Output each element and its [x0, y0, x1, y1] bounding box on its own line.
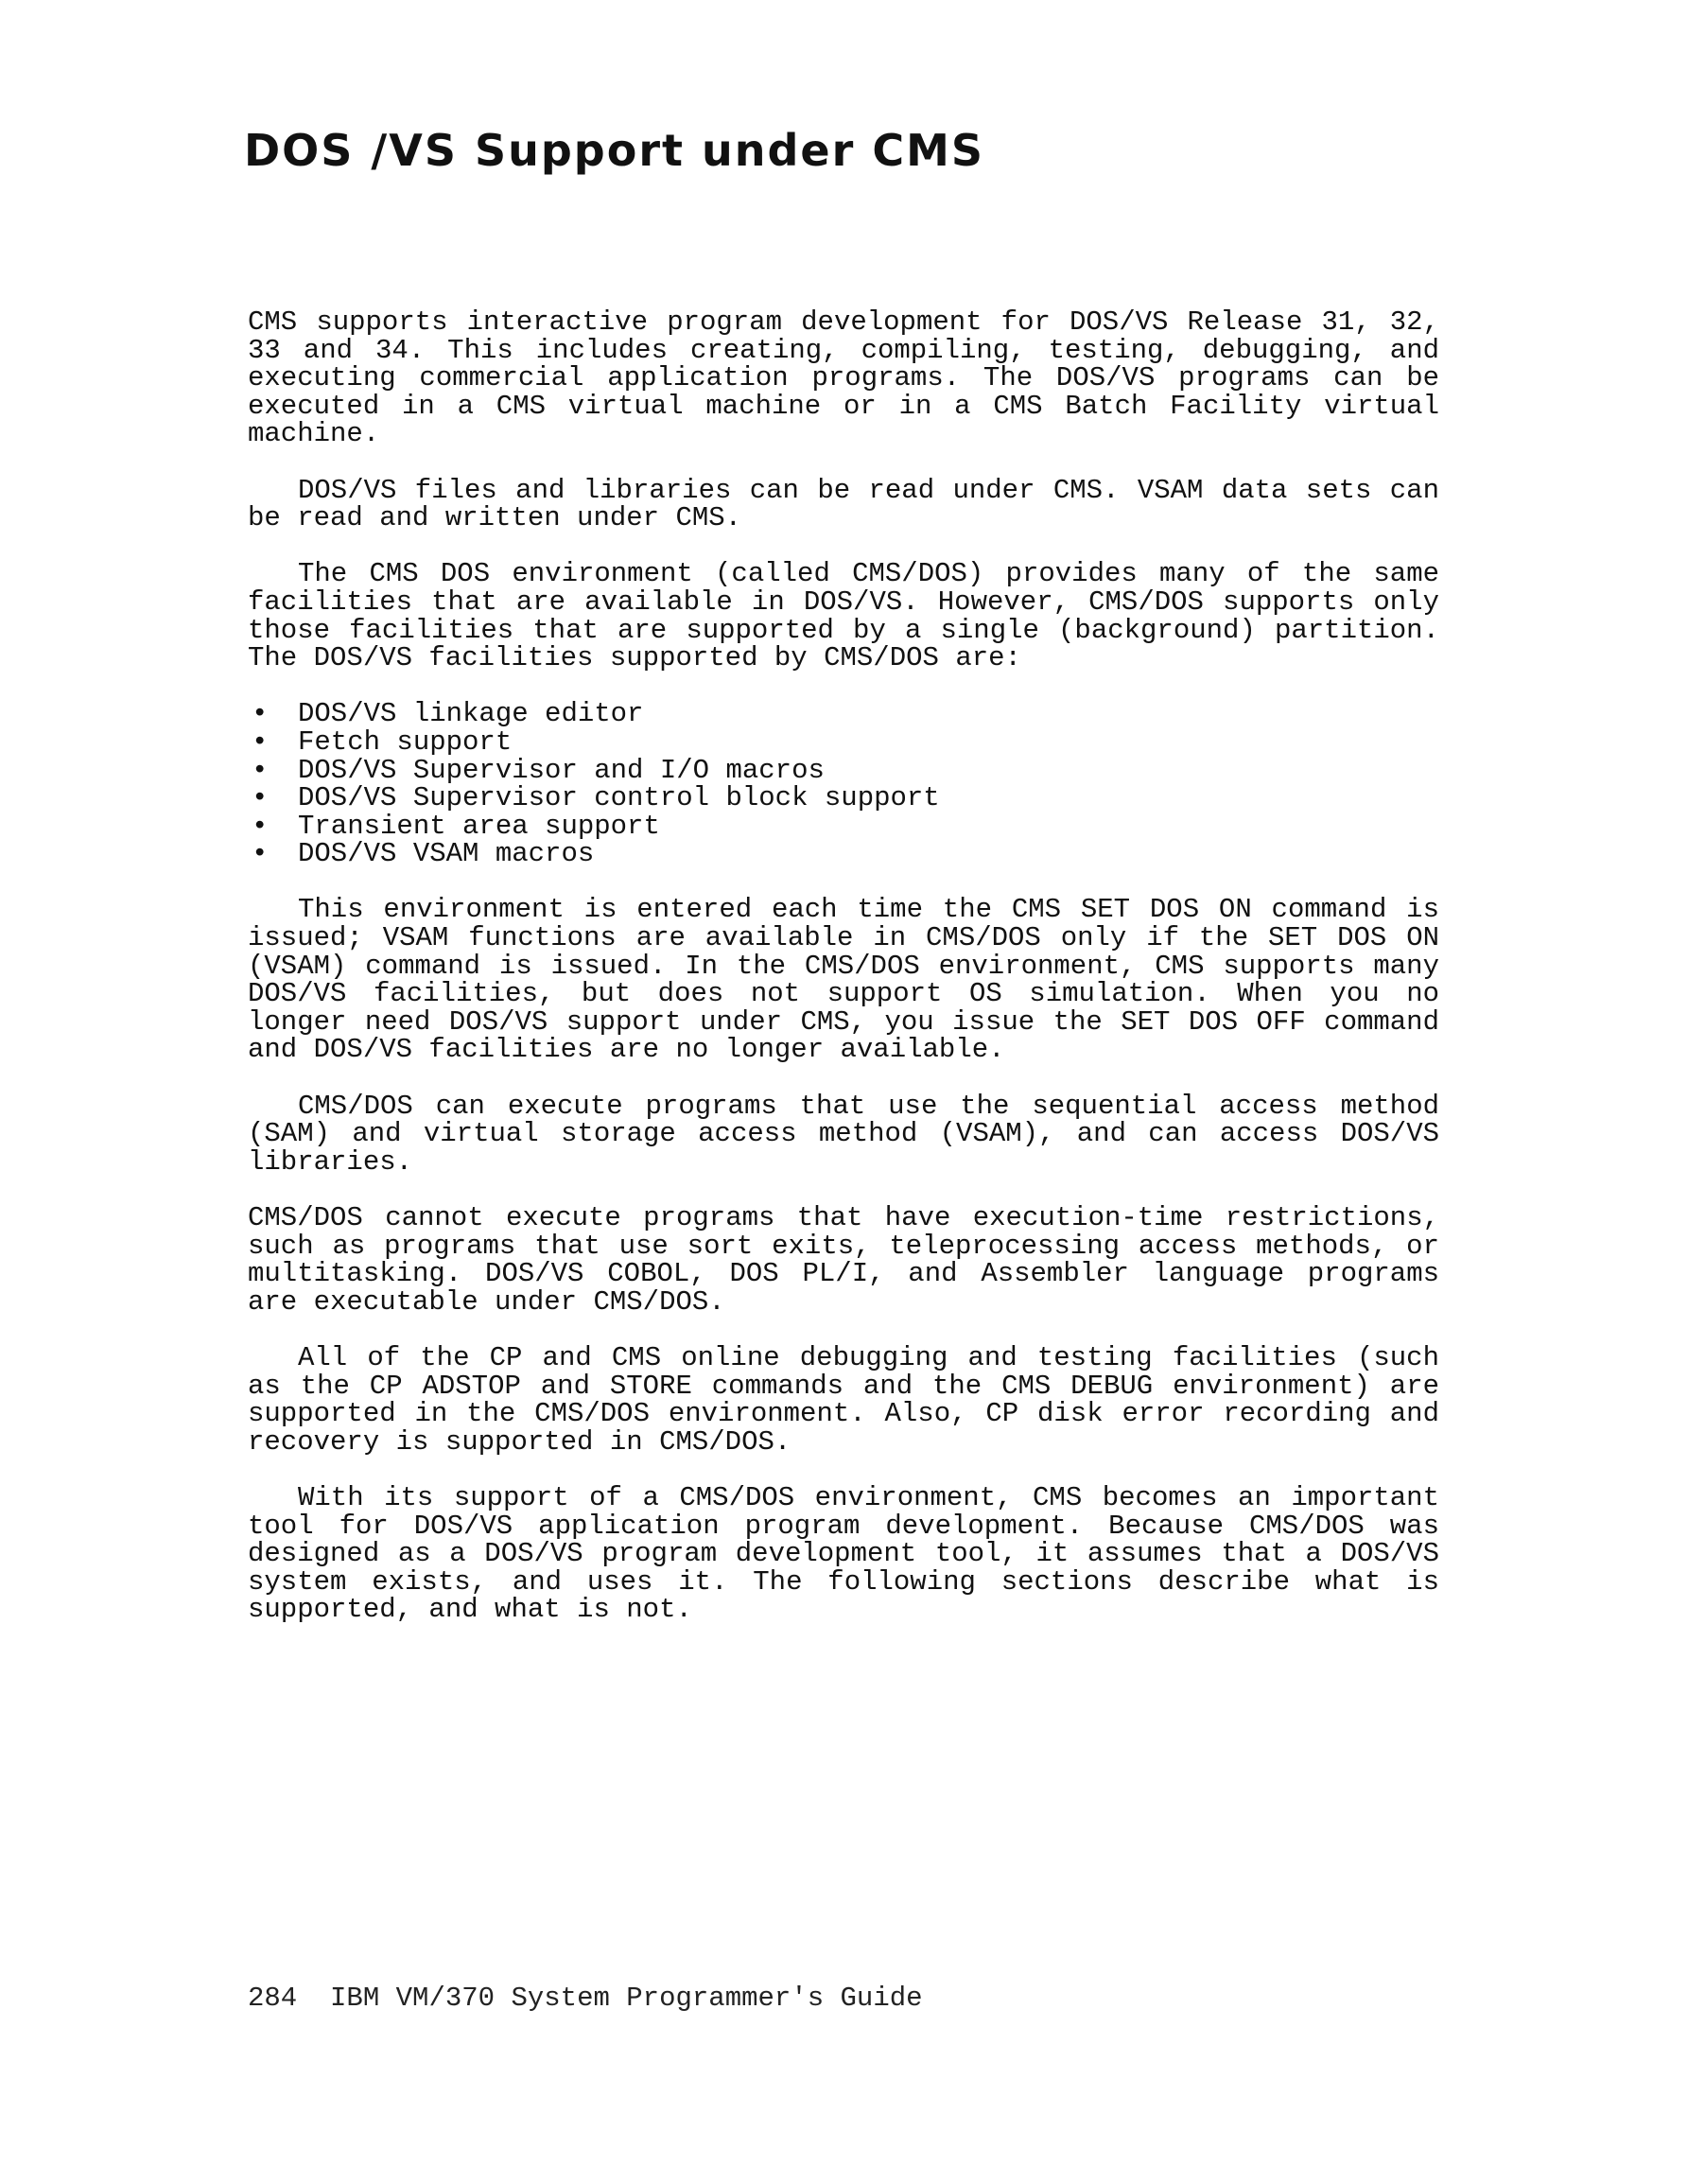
bullet-icon: • [252, 725, 269, 758]
paragraph-development-tool: With its support of a CMS/DOS environment, CMS becomes an important tool for DOS/VS application program development. Because CMS/DOS was designed as a DOS/VS program development tool, it assumes that a DOS/VS system exists, and uses it. The following sections describe what is supported, and what is not. [248, 1481, 1439, 1626]
body-text [248, 308, 1439, 1652]
list-item-text: Fetch support [298, 725, 513, 758]
page-footer [248, 1984, 923, 2013]
paragraph-access-methods: CMS/DOS can execute programs that use the sequential access method (SAM) and virtual storage access method (VSAM), and can access DOS/VS libraries. [248, 1090, 1439, 1178]
list-item-text: DOS/VS Supervisor and I/O macros [298, 754, 825, 786]
bullet-icon: • [252, 754, 269, 786]
list-item [248, 840, 1439, 868]
bullet-icon: • [252, 810, 269, 842]
list-item [248, 784, 1439, 812]
list-item-text: DOS/VS Supervisor control block support [298, 782, 940, 814]
list-item-text: DOS/VS linkage editor [298, 698, 644, 730]
bullet-icon: • [252, 838, 269, 870]
paragraph-restrictions: CMS/DOS cannot execute programs that have execution-time restrictions, such as programs that use sort exits, teleprocessing access methods, or multitasking. DOS/VS COBOL, DOS PL/I, and Assembler language programs are executable under CMS/DOS. [248, 1202, 1439, 1318]
page-title: DOS /VS Support under CMS [244, 125, 984, 176]
list-item [248, 754, 1439, 786]
paragraph-files-libraries: DOS/VS files and libraries can be read under CMS. VSAM data sets can be read and written under CMS. [248, 474, 1439, 534]
list-item-text: DOS/VS VSAM macros [298, 838, 595, 870]
bullet-icon: • [252, 782, 269, 814]
paragraph-cms-dos-environment: The CMS DOS environment (called CMS/DOS) provides many of the same facilities that are available in DOS/VS. However, CMS/DOS supports only those facilities that are supported by a single (background) partition. The DOS/VS facilities supported by CMS/DOS are: [248, 558, 1439, 674]
list-item [248, 700, 1439, 728]
supported-facilities-list [248, 700, 1439, 868]
list-item [248, 812, 1439, 841]
paragraph-intro: CMS supports interactive program development for DOS/VS Release 31, 32, 33 and 34. This includes creating, compiling, testing, debugging, and executing commercial application programs. The DOS/VS programs can be executed in a CMS virtual machine or in a CMS Batch Facility virtual machine. [248, 306, 1439, 450]
list-item [248, 725, 1439, 758]
bullet-icon: • [252, 698, 269, 730]
paragraph-debugging: All of the CP and CMS online debugging and testing facilities (such as the CP ADSTOP and STORE commands and the CMS DEBUG environment) are supported in the CMS/DOS environment. Also, CP disk error recording and recovery is supported in CMS/DOS. [248, 1341, 1439, 1458]
book-title: IBM VM/370 System Programmer's Guide [330, 1983, 923, 2014]
paragraph-set-dos-command: This environment is entered each time the CMS SET DOS ON command is issued; VSAM functions are available in CMS/DOS only if the SET DOS ON (VSAM) command is issued. In the CMS/DOS environment, CMS supports many DOS/VS facilities, but does not support OS simulation. When you no longer need DOS/VS support under CMS, you issue the SET DOS OFF command and DOS/VS facilities are no longer available. [248, 894, 1439, 1066]
list-item-text: Transient area support [298, 810, 660, 842]
page-number: 284 [248, 1983, 298, 2014]
